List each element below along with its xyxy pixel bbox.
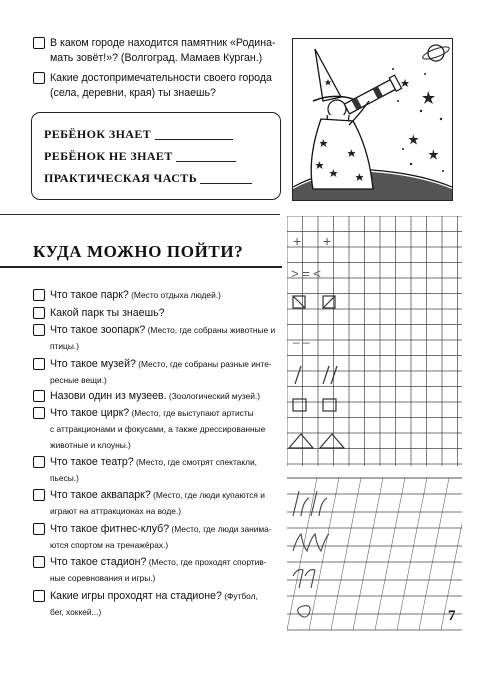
question-text-cont: мать зовёт!»? (Волгоград. Мамаев Курган.) <box>50 52 263 64</box>
checkbox[interactable] <box>33 358 45 370</box>
checkbox[interactable] <box>33 307 45 319</box>
slanted-lines <box>295 366 337 384</box>
question-main: Что такое фитнес-клуб? <box>50 523 170 535</box>
question-main: Назови один из музеев. <box>50 390 167 402</box>
question-hint-cont: птицы.) <box>50 341 79 351</box>
plus-sign: + <box>323 233 332 249</box>
question-hint-cont: животные и клоуны.) <box>50 440 131 450</box>
question-item <box>33 455 257 486</box>
question-item <box>33 357 272 388</box>
cursive-letters <box>293 491 329 617</box>
question-hint-cont: с аттракционами и фокусами, а также дрессированные <box>50 424 266 434</box>
wizard-icon <box>293 39 452 200</box>
squares <box>293 399 336 411</box>
question-main: Что такое музей? <box>50 358 136 370</box>
question-hint: (Место, где собраны разные инте- <box>135 359 272 369</box>
question-item <box>33 323 275 354</box>
question-text <box>33 288 221 303</box>
question-item <box>33 389 260 404</box>
question-item <box>33 589 258 620</box>
question-text <box>33 357 272 372</box>
question-main: Что такое аквапарк? <box>50 489 151 501</box>
question-hint-cont: пьесы.) <box>50 473 79 483</box>
question-hint: (Место, где выступают артисты <box>129 408 254 418</box>
question-text <box>33 323 275 338</box>
checkbox[interactable] <box>33 590 45 602</box>
question-item <box>33 288 221 303</box>
question-text <box>33 522 272 537</box>
question-item <box>33 488 265 519</box>
assessment-box <box>31 112 281 200</box>
question-hint: (Место, где люди занима- <box>169 524 272 534</box>
square-diagonal-shapes <box>293 296 335 308</box>
question-main: Что такое стадион? <box>50 556 147 568</box>
minus-signs: – – <box>293 335 310 349</box>
checkbox[interactable] <box>33 523 45 535</box>
checkbox[interactable] <box>33 456 45 468</box>
question-text: Какие достопримечательности своего города <box>50 72 272 84</box>
question-item <box>33 555 267 586</box>
question-hint: (Место, где проходят спортив- <box>146 557 267 567</box>
question-hint: (Зоологический музей.) <box>166 391 261 401</box>
wizard-telescope-illustration <box>292 38 453 201</box>
checkbox[interactable] <box>33 489 45 501</box>
question-main: Что такое театр? <box>50 456 134 468</box>
question-text: В каком городе находится памятник «Родина- <box>50 37 276 49</box>
question-text <box>33 589 258 604</box>
question-item <box>33 306 164 321</box>
checkbox[interactable] <box>33 37 45 49</box>
checkbox[interactable] <box>33 556 45 568</box>
assessment-practical: ПРАКТИЧЕСКАЯ ЧАСТЬ <box>44 171 252 186</box>
question-hint: (Место, где смотрят спектакли, <box>133 457 257 467</box>
question-text-cont: (села, деревни, края) ты знаешь? <box>50 87 216 99</box>
section-divider <box>0 214 280 215</box>
checkbox[interactable] <box>33 72 45 84</box>
checkbox[interactable] <box>33 324 45 336</box>
question-main: Что такое парк? <box>50 289 129 301</box>
checkbox[interactable] <box>33 390 45 402</box>
question-hint: (Футбол, <box>221 591 258 601</box>
question-text <box>33 406 265 421</box>
question-text <box>33 488 265 503</box>
checkbox[interactable] <box>33 407 45 419</box>
question-hint: (Место, где люди купаются и <box>150 490 265 500</box>
question-text <box>33 555 267 570</box>
question-monument <box>33 36 275 66</box>
question-main: Какой парк ты знаешь? <box>50 307 165 319</box>
section-title: КУДА МОЖНО ПОЙТИ? <box>33 242 244 261</box>
question-main: Что такое зоопарк? <box>50 324 146 336</box>
question-text <box>33 306 164 321</box>
checkbox[interactable] <box>33 289 45 301</box>
heading-underline <box>0 266 282 268</box>
question-main: Что такое цирк? <box>50 407 130 419</box>
question-hint-cont: бег, хоккей...) <box>50 607 102 617</box>
question-hint-cont: ресные вещи.) <box>50 375 107 385</box>
question-landmarks <box>33 71 272 101</box>
assessment-knows: РЕБЁНОК ЗНАЕТ <box>44 127 233 142</box>
question-hint-cont: ные соревнования и игры.) <box>50 573 156 583</box>
question-hint: (Место отдыха людей.) <box>128 290 221 300</box>
question-main: Какие игры проходят на стадионе? <box>50 590 222 602</box>
plus-sign: + <box>293 233 302 249</box>
question-text <box>33 455 257 470</box>
assessment-not-knows: РЕБЁНОК НЕ ЗНАЕТ <box>44 149 236 164</box>
triangles <box>289 434 344 448</box>
practice-grid <box>287 216 462 637</box>
question-hint-cont: ются спортом на тренажёрах.) <box>50 540 169 550</box>
question-item <box>33 406 265 453</box>
question-item <box>33 522 272 553</box>
page-number: 7 <box>448 608 456 624</box>
question-hint-cont: играют на аттракционах на воде.) <box>50 506 182 516</box>
compare-signs: > = < <box>291 266 321 281</box>
question-text <box>33 389 260 404</box>
question-hint: (Место, где собраны животные и <box>145 325 276 335</box>
practice-grid-svg <box>287 216 462 632</box>
